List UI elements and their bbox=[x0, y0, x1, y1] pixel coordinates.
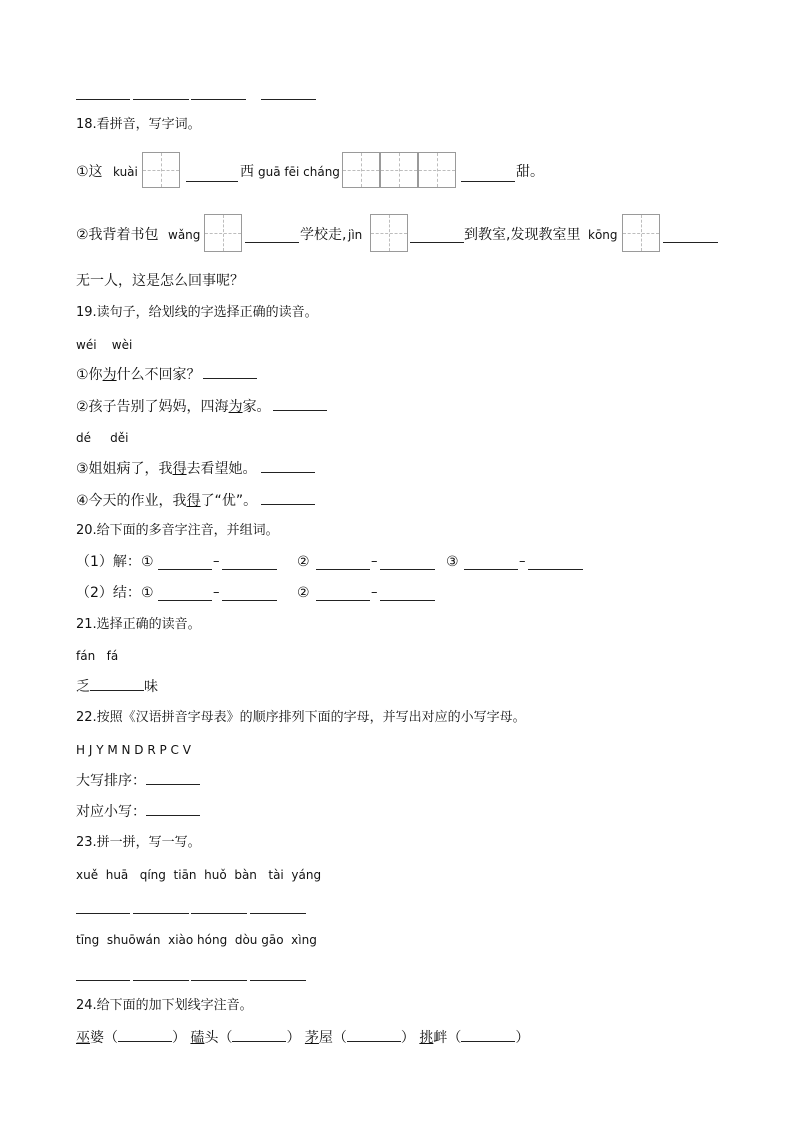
q19-s4-underlined: 得 bbox=[186, 493, 201, 509]
q19-sentence-4 bbox=[76, 492, 315, 510]
q20-dash: – bbox=[519, 554, 526, 569]
answer-blank[interactable] bbox=[191, 98, 246, 100]
q19-s3-underlined: 得 bbox=[172, 461, 187, 477]
answer-blank[interactable] bbox=[261, 492, 315, 505]
q18-line2-text1: 学校走, bbox=[300, 227, 347, 243]
answer-blank[interactable] bbox=[347, 1029, 401, 1042]
q22-upper bbox=[76, 772, 200, 790]
q24-w4-underlined: 挑 bbox=[419, 1030, 434, 1046]
q24-close: ） bbox=[515, 1030, 530, 1046]
q18-line2-text2: 到教室,发现教室里 bbox=[464, 227, 581, 243]
q19-s2-post: 家。 bbox=[242, 399, 271, 415]
answer-blank[interactable] bbox=[146, 803, 200, 816]
question-22-title: 22.按照《汉语拼音字母表》的顺序排列下面的字母，并写出对应的小写字母。 bbox=[76, 710, 526, 725]
q22-letters: H J Y M N D R P C V bbox=[76, 743, 191, 757]
tianzi-grid[interactable] bbox=[142, 152, 180, 188]
q20-circle-1: ① bbox=[141, 585, 154, 601]
answer-blank[interactable] bbox=[245, 241, 299, 243]
q18-line2-pinyin2: jìn bbox=[348, 228, 363, 242]
q19-sentence-3 bbox=[76, 460, 315, 478]
answer-blank[interactable] bbox=[146, 772, 200, 785]
tianzi-grid[interactable] bbox=[370, 214, 408, 252]
q24-w4: 衅（ bbox=[433, 1030, 462, 1046]
answer-blank[interactable] bbox=[232, 1029, 286, 1042]
q21-item bbox=[76, 678, 158, 696]
answer-blank[interactable] bbox=[158, 568, 212, 570]
q20-dash: – bbox=[213, 554, 220, 569]
q23-pinyin-row-2: tīng shuōwán xiào hóng dòu gāo xìng bbox=[76, 933, 317, 947]
q24-w3: 屋（ bbox=[318, 1030, 347, 1046]
q19-s1-underlined: 为 bbox=[102, 367, 117, 383]
answer-blank[interactable] bbox=[380, 599, 435, 601]
q20-circle-1: ① bbox=[141, 554, 154, 570]
q20-row1-label: （1）解： bbox=[76, 554, 141, 570]
q18-line1-mid: 西 bbox=[240, 164, 254, 180]
q19-sentence-2 bbox=[76, 398, 327, 416]
q24-w3-underlined: 茅 bbox=[304, 1030, 319, 1046]
q19-pinyin-options-1: wéi wèi bbox=[76, 338, 133, 352]
answer-blank[interactable] bbox=[316, 568, 370, 570]
q22-upper-label: 大写排序： bbox=[76, 773, 146, 789]
answer-blank[interactable] bbox=[316, 599, 370, 601]
answer-blank[interactable] bbox=[186, 180, 238, 182]
answer-blank[interactable] bbox=[250, 912, 306, 914]
q18-line1-suffix: 甜。 bbox=[516, 164, 544, 180]
q22-lower-label: 对应小写： bbox=[76, 804, 146, 820]
q18-line3: 无一人，这是怎么回事呢？ bbox=[76, 273, 244, 289]
answer-blank[interactable] bbox=[464, 568, 518, 570]
q22-lower bbox=[76, 803, 200, 821]
question-19-title: 19.读句子，给划线的字选择正确的读音。 bbox=[76, 305, 318, 320]
q21-pre: 乏 bbox=[76, 679, 90, 695]
answer-blank[interactable] bbox=[90, 678, 144, 691]
q19-pinyin-options-2: dé děi bbox=[76, 431, 129, 445]
q20-dash: – bbox=[213, 585, 220, 600]
answer-blank[interactable] bbox=[191, 979, 247, 981]
answer-blank[interactable] bbox=[261, 98, 316, 100]
answer-blank[interactable] bbox=[273, 398, 327, 411]
answer-blank[interactable] bbox=[461, 1029, 515, 1042]
question-24-title: 24.给下面的加下划线字注音。 bbox=[76, 998, 253, 1013]
q20-row2-label: （2）结： bbox=[76, 585, 141, 601]
answer-blank[interactable] bbox=[222, 568, 277, 570]
q19-s4-pre: ④今天的作业，我 bbox=[76, 493, 187, 509]
answer-blank[interactable] bbox=[191, 912, 247, 914]
q24-w2-underlined: 磕 bbox=[190, 1030, 205, 1046]
answer-blank[interactable] bbox=[203, 366, 257, 379]
q19-s1-post: 什么不回家？ bbox=[116, 367, 201, 383]
q19-s3-pre: ③姐姐病了，我 bbox=[76, 461, 173, 477]
tianzi-grid[interactable] bbox=[622, 214, 660, 252]
q21-pinyin-options: fán fá bbox=[76, 649, 119, 663]
q20-circle-3: ③ bbox=[446, 554, 459, 570]
answer-blank[interactable] bbox=[158, 599, 212, 601]
answer-blank[interactable] bbox=[133, 912, 189, 914]
tianzi-grid[interactable] bbox=[204, 214, 242, 252]
question-18-title: 18.看拼音，写字词。 bbox=[76, 117, 201, 132]
q20-dash: – bbox=[371, 585, 378, 600]
q20-dash: – bbox=[371, 554, 378, 569]
q18-line2-pinyin1: wǎng bbox=[168, 228, 201, 242]
answer-blank[interactable] bbox=[133, 98, 189, 100]
answer-blank[interactable] bbox=[76, 912, 130, 914]
question-20-title: 20.给下面的多音字注音，并组词。 bbox=[76, 523, 279, 538]
answer-blank[interactable] bbox=[118, 1029, 172, 1042]
answer-blank[interactable] bbox=[133, 979, 189, 981]
tianzi-grid[interactable] bbox=[418, 152, 456, 188]
answer-blank[interactable] bbox=[76, 98, 130, 100]
answer-blank[interactable] bbox=[250, 979, 306, 981]
q19-s4-post: 了“优”。 bbox=[200, 493, 258, 509]
q19-s2-pre: ②孩子告别了妈妈，四海 bbox=[76, 399, 229, 415]
q18-line1-pinyin2: guā fēi cháng bbox=[258, 165, 340, 179]
q24-w2: 头（ bbox=[204, 1030, 233, 1046]
tianzi-grid[interactable] bbox=[380, 152, 418, 188]
question-21-title: 21.选择正确的读音。 bbox=[76, 617, 201, 632]
answer-blank[interactable] bbox=[663, 241, 718, 243]
q20-circle-2: ② bbox=[297, 585, 310, 601]
q18-line1-pinyin1: kuài bbox=[113, 165, 138, 179]
answer-blank[interactable] bbox=[528, 568, 583, 570]
q18-line1-prefix: ①这 bbox=[76, 164, 103, 180]
q24-close: ） bbox=[400, 1030, 415, 1046]
q18-line2-pinyin3: kōng bbox=[588, 228, 618, 242]
q19-s3-post: 去看望她。 bbox=[186, 461, 257, 477]
answer-blank[interactable] bbox=[380, 568, 435, 570]
answer-blank[interactable] bbox=[76, 979, 130, 981]
q24-w1-underlined: 巫 bbox=[76, 1030, 90, 1046]
q24-close: ） bbox=[286, 1030, 301, 1046]
answer-blank[interactable] bbox=[222, 599, 277, 601]
q18-line2-prefix: ②我背着书包 bbox=[76, 227, 159, 243]
answer-blank[interactable] bbox=[261, 460, 315, 473]
question-23-title: 23.拼一拼，写一写。 bbox=[76, 835, 201, 850]
tianzi-grid[interactable] bbox=[342, 152, 380, 188]
q24-w1: 婆（ bbox=[90, 1030, 118, 1046]
answer-blank[interactable] bbox=[410, 241, 464, 243]
q24-items bbox=[76, 1029, 529, 1047]
answer-blank[interactable] bbox=[461, 180, 515, 182]
q21-post: 味 bbox=[144, 679, 158, 695]
q23-pinyin-row-1: xuě huā qíng tiān huǒ bàn tài yáng bbox=[76, 868, 322, 882]
q20-circle-2: ② bbox=[297, 554, 310, 570]
q24-close: ） bbox=[172, 1030, 186, 1046]
q19-sentence-1 bbox=[76, 366, 257, 384]
q19-s2-underlined: 为 bbox=[228, 399, 243, 415]
q19-s1-pre: ①你 bbox=[76, 367, 103, 383]
